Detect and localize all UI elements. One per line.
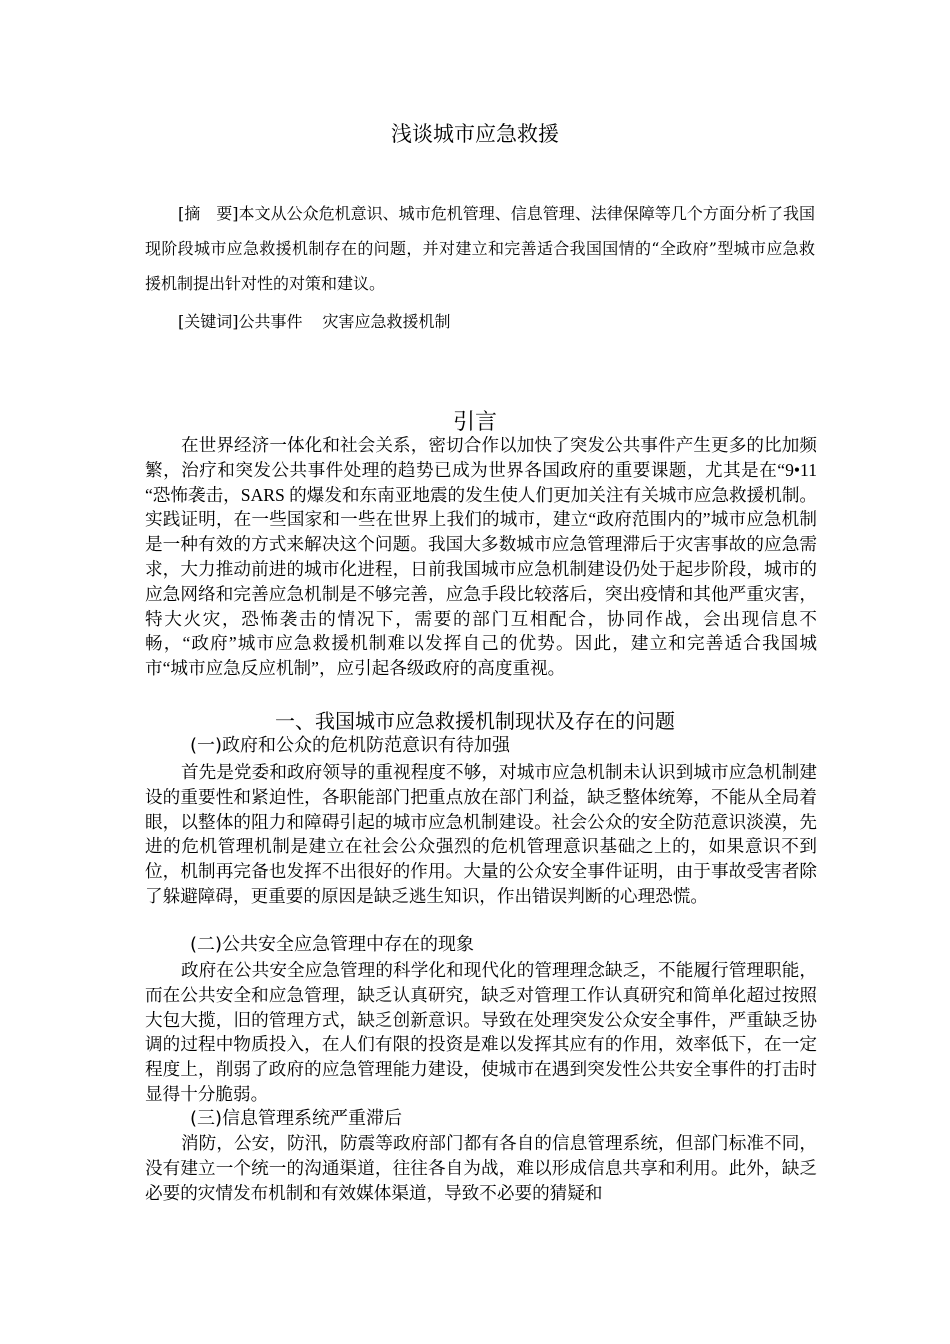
subsection-1-heading: (一)政府和公众的危机防范意识有待加强 — [190, 735, 511, 756]
subsection-3-heading: (三)信息管理系统严重滞后 — [190, 1108, 403, 1129]
subsection-3-paragraph: 消防，公安，防汛，防震等政府部门都有各自的信息管理系统，但部门标准不同，没有建立一个统一的沟通渠道，往往各自为战，难以形成信息共享和利用。此外，缺乏必要的灾情发布机制和有效媒体渠道，导致不必要的猜疑和 — [145, 1133, 817, 1203]
subsection-2-heading: (二)公共安全应急管理中存在的现象 — [190, 934, 475, 955]
abstract-label: [摘 要] — [178, 204, 239, 223]
keywords — [145, 304, 815, 339]
abstract-text: 本文从公众危机意识、城市危机管理、信息管理、法律保障等几个方面分析了我国现阶段城市应急救援机制存在的问题，并对建立和完善适合我国国情的“全政府”型城市应急救援机制提出针对性的对策和建议。 — [145, 204, 815, 293]
keywords-label: [关键词] — [178, 312, 239, 331]
subsection-1-paragraph: 首先是党委和政府领导的重视程度不够，对城市应急机制未认识到城市应急机制建设的重要性和紧迫性，各职能部门把重点放在部门利益，缺乏整体统筹，不能从全局着眼，以整体的阻力和障碍引起的城市应急机制建设。社会公众的安全防范意识淡漠，先进的危机管理机制是建立在社会公众强烈的危机管理意识基础之上的，如果意识不到位，机制再完备也发挥不出很好的作用。大量的公众安全事件证明，由于事故受害者除了躲避障碍，更重要的原因是缺乏逃生知识，作出错误判断的心理恐慌。 — [145, 762, 817, 906]
keyword-1: 公共事件 — [238, 312, 303, 331]
keyword-2: 灾害应急救援机制 — [322, 312, 451, 331]
subsection-2-paragraph: 政府在公共安全应急管理的科学化和现代化的管理理念缺乏，不能履行管理职能，而在公共安全和应急管理，缺乏认真研究，缺乏对管理工作认真研究和简单化超过按照大包大揽，旧的管理方式，缺乏创新意识。导致在处理突发公众安全事件，严重缺乏协调的过程中物质投入，在人们有限的投资是难以发挥其应有的作用，效率低下，在一定程度上，削弱了政府的应急管理能力建设，使城市在遇到突发性公共安全事件的打击时显得十分脆弱。 — [145, 960, 817, 1104]
document-title: 浅谈城市应急救援 — [391, 122, 559, 146]
intro-heading: 引言 — [452, 410, 497, 435]
section-1-heading: 一、我国城市应急救援机制现状及存在的问题 — [275, 709, 675, 733]
intro-paragraph: 在世界经济一体化和社会关系，密切合作以加快了突发公共事件产生更多的比加频繁，治疗和突发公共事件处理的趋势已成为世界各国政府的重要课题，尤其是在“9•11 “恐怖袭击，SARS 的爆发和东南亚地震的发生使人们更加关注有关城市应急救援机制。实践证明，在一些国家和一些在世界上我们的城市，建立“政府范围内的”城市应急机制是一种有效的方式来解决这个问题。我国大多数城市应急管理滞后于灾害事故的应急需求，大力推动前进的城市化进程，日前我国城市应急机制建设仍处于起步阶段，城市的应急网络和完善应急机制是不够完善，应急手段比较落后，突出疫情和其他严重灾害，特大火灾，恐怖袭击的情况下，需要的部门互相配合，协同作战，会出现信息不畅，“政府”城市应急救援机制难以发挥自己的优势。因此，建立和完善适合我国城市“城市应急反应机制”，应引起各级政府的高度重视。 — [145, 435, 818, 679]
abstract — [145, 196, 815, 301]
